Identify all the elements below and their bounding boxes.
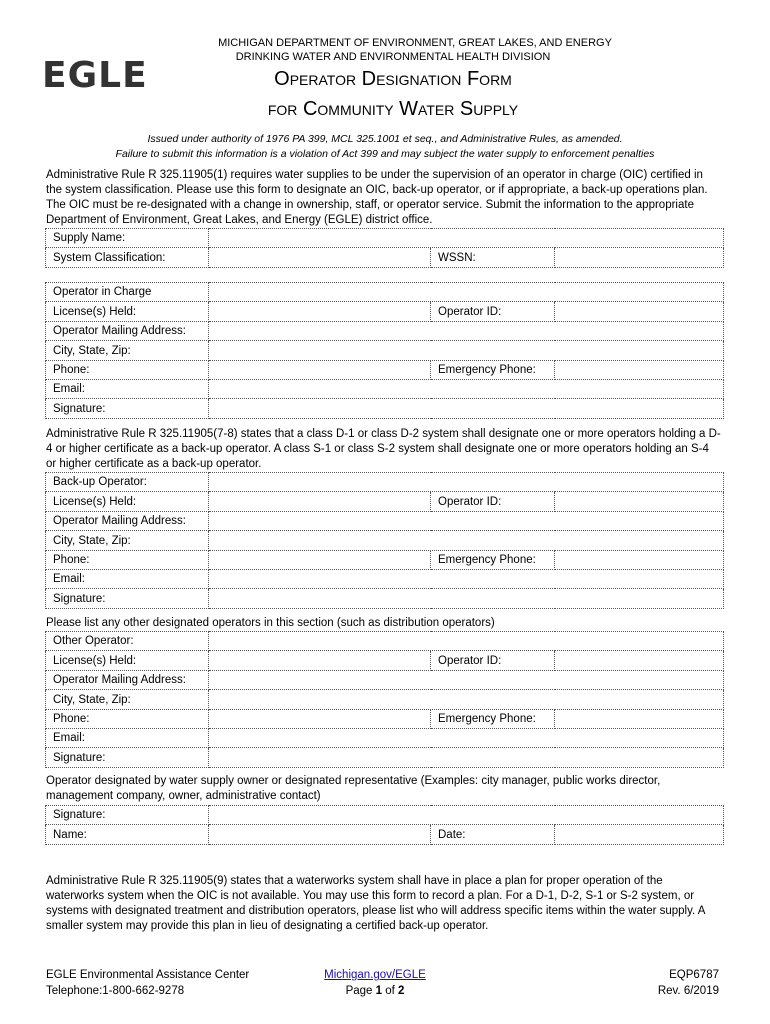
owner-date-field[interactable] (555, 825, 724, 844)
form-id: EQP6787 (669, 969, 719, 981)
owner-name-label: Name: (46, 825, 209, 844)
division-name: DRINKING WATER AND ENVIRONMENTAL HEALTH DIVISION (235, 51, 551, 63)
other-phone-label: Phone: (46, 709, 209, 728)
supply-name-field[interactable] (209, 229, 724, 248)
authority-notice: Issued under authority of 1976 PA 399, MCL 325.1001 et seq., and Administrative Rules, as amended. (147, 133, 623, 145)
owner-signature-label: Signature: (46, 806, 209, 825)
penalty-notice: Failure to submit this information is a violation of Act 399 and may subject the water supply to enforcement penalties (115, 148, 655, 160)
other-email-field[interactable] (209, 728, 724, 747)
system-classification-label: System Classification: (46, 248, 209, 267)
backup-phone-field[interactable] (209, 550, 431, 569)
operator-in-charge-table (45, 282, 724, 419)
intro-paragraph: Administrative Rule R 325.11905(1) requires water supplies to be under the supervision of an operator in charge (OIC) certified in the system classification. Please use this form to designate an OIC, back-up operator, or if appropriate, a back-up operations plan. The OIC must be re-designated with a change in ownership, staff, or operator service. Submit the information to the appropriate Department of Environment, Great Lakes, and Energy (EGLE) district office. (46, 169, 708, 226)
backup-operator-id-label: Operator ID: (431, 492, 555, 511)
oic-emergency-label: Emergency Phone: (431, 360, 555, 379)
other-operators-intro: Please list any other designated operators in this section (such as distribution operators) (46, 617, 495, 629)
backup-rule-paragraph: Administrative Rule R 325.11905(7-8) states that a class D-1 or class D-2 system shall designate one or more operators holding a D-4 or higher certificate as a back-up operator. A class S-1 or class S-2 system shall designate one or more operators holding an S-4 or higher certificate as a back-up operator. (46, 428, 721, 470)
telephone: Telephone:1-800-662-9278 (46, 985, 185, 997)
revision-date: Rev. 6/2019 (657, 985, 719, 997)
oic-signature-label: Signature: (46, 399, 209, 418)
assistance-center: EGLE Environmental Assistance Center (46, 969, 250, 981)
backup-mailing-label: Operator Mailing Address: (46, 511, 209, 530)
other-phone-field[interactable] (209, 709, 431, 728)
other-mailing-field[interactable] (209, 670, 724, 689)
oic-phone-field[interactable] (209, 360, 431, 379)
oic-mailing-label: Operator Mailing Address: (46, 321, 209, 340)
oic-license-label: License(s) Held: (46, 302, 209, 321)
footer-contact (46, 967, 249, 999)
owner-date-label: Date: (431, 825, 555, 844)
oic-email-label: Email: (46, 379, 209, 398)
oic-mailing-field[interactable] (209, 321, 724, 340)
supply-info-table (45, 228, 724, 268)
other-operator-id-field[interactable] (555, 651, 724, 670)
backup-email-label: Email: (46, 569, 209, 588)
oic-heading: Operator in Charge (46, 283, 209, 302)
oic-email-field[interactable] (209, 379, 724, 398)
owner-signature-table (45, 805, 724, 845)
backup-emergency-field[interactable] (555, 550, 724, 569)
other-emergency-field[interactable] (555, 709, 724, 728)
designated-by-paragraph: Operator designated by water supply owner or designated representative (Examples: city manager, public works director, management company, owner, administrative contact) (46, 775, 661, 802)
backup-signature-label: Signature: (46, 589, 209, 608)
oic-operator-id-field[interactable] (555, 302, 724, 321)
egle-logo: EGLE (42, 55, 148, 96)
oic-signature-field[interactable] (209, 399, 724, 418)
oic-city-field[interactable] (209, 341, 724, 360)
system-classification-field[interactable] (209, 248, 431, 267)
supply-name-label: Supply Name: (46, 229, 209, 248)
form-title-line1: Operator Designation Form (274, 68, 512, 90)
footer-center (300, 967, 450, 999)
backup-license-label: License(s) Held: (46, 492, 209, 511)
backup-city-label: City, State, Zip: (46, 531, 209, 550)
oic-license-field[interactable] (209, 302, 431, 321)
oic-phone-label: Phone: (46, 360, 209, 379)
other-operator-id-label: Operator ID: (431, 651, 555, 670)
other-name-field[interactable] (209, 632, 724, 651)
other-signature-field[interactable] (209, 748, 724, 767)
other-license-label: License(s) Held: (46, 651, 209, 670)
backup-email-field[interactable] (209, 569, 724, 588)
page-prefix: Page (345, 985, 376, 997)
other-emergency-label: Emergency Phone: (431, 709, 555, 728)
backup-city-field[interactable] (209, 531, 724, 550)
other-operator-table (45, 631, 724, 768)
other-heading: Other Operator: (46, 632, 209, 651)
oic-operator-id-label: Operator ID: (431, 302, 555, 321)
plan-rule-paragraph: Administrative Rule R 325.11905(9) states that a waterworks system shall have in place a plan for proper operation of the waterworks system when the OIC is not available. You may use this form to record a plan. For a D-1, D-2, S-1 or S-2 system, or systems with designated treatment and distribution operators, please list who will address specific items within the water supply. A smaller system may provide this plan in lieu of designating a certified back-up operator. (46, 875, 705, 932)
footer-form-info (658, 967, 719, 999)
wssn-label: WSSN: (431, 248, 555, 267)
page-of: of (382, 985, 399, 997)
backup-emergency-label: Emergency Phone: (431, 550, 555, 569)
backup-phone-label: Phone: (46, 550, 209, 569)
backup-operator-id-field[interactable] (555, 492, 724, 511)
other-mailing-label: Operator Mailing Address: (46, 670, 209, 689)
page-total: 2 (398, 985, 405, 997)
backup-name-field[interactable] (209, 473, 724, 492)
wssn-field[interactable] (555, 248, 724, 267)
department-name: MICHIGAN DEPARTMENT OF ENVIRONMENT, GREAT LAKES, AND ENERGY (218, 37, 612, 49)
other-email-label: Email: (46, 728, 209, 747)
backup-mailing-field[interactable] (209, 511, 724, 530)
page-number (300, 983, 450, 999)
other-license-field[interactable] (209, 651, 431, 670)
backup-operator-table (45, 472, 724, 609)
backup-heading: Back-up Operator: (46, 473, 209, 492)
other-city-field[interactable] (209, 690, 724, 709)
other-city-label: City, State, Zip: (46, 690, 209, 709)
owner-signature-field[interactable] (209, 806, 724, 825)
egle-website-link[interactable]: Michigan.gov/EGLE (324, 969, 426, 981)
backup-signature-field[interactable] (209, 589, 724, 608)
page-current: 1 (375, 985, 383, 997)
form-title-line2: for Community Water Supply (267, 98, 519, 120)
other-signature-label: Signature: (46, 748, 209, 767)
oic-city-label: City, State, Zip: (46, 341, 209, 360)
owner-name-field[interactable] (209, 825, 431, 844)
backup-license-field[interactable] (209, 492, 431, 511)
oic-name-field[interactable] (209, 283, 724, 302)
oic-emergency-field[interactable] (555, 360, 724, 379)
